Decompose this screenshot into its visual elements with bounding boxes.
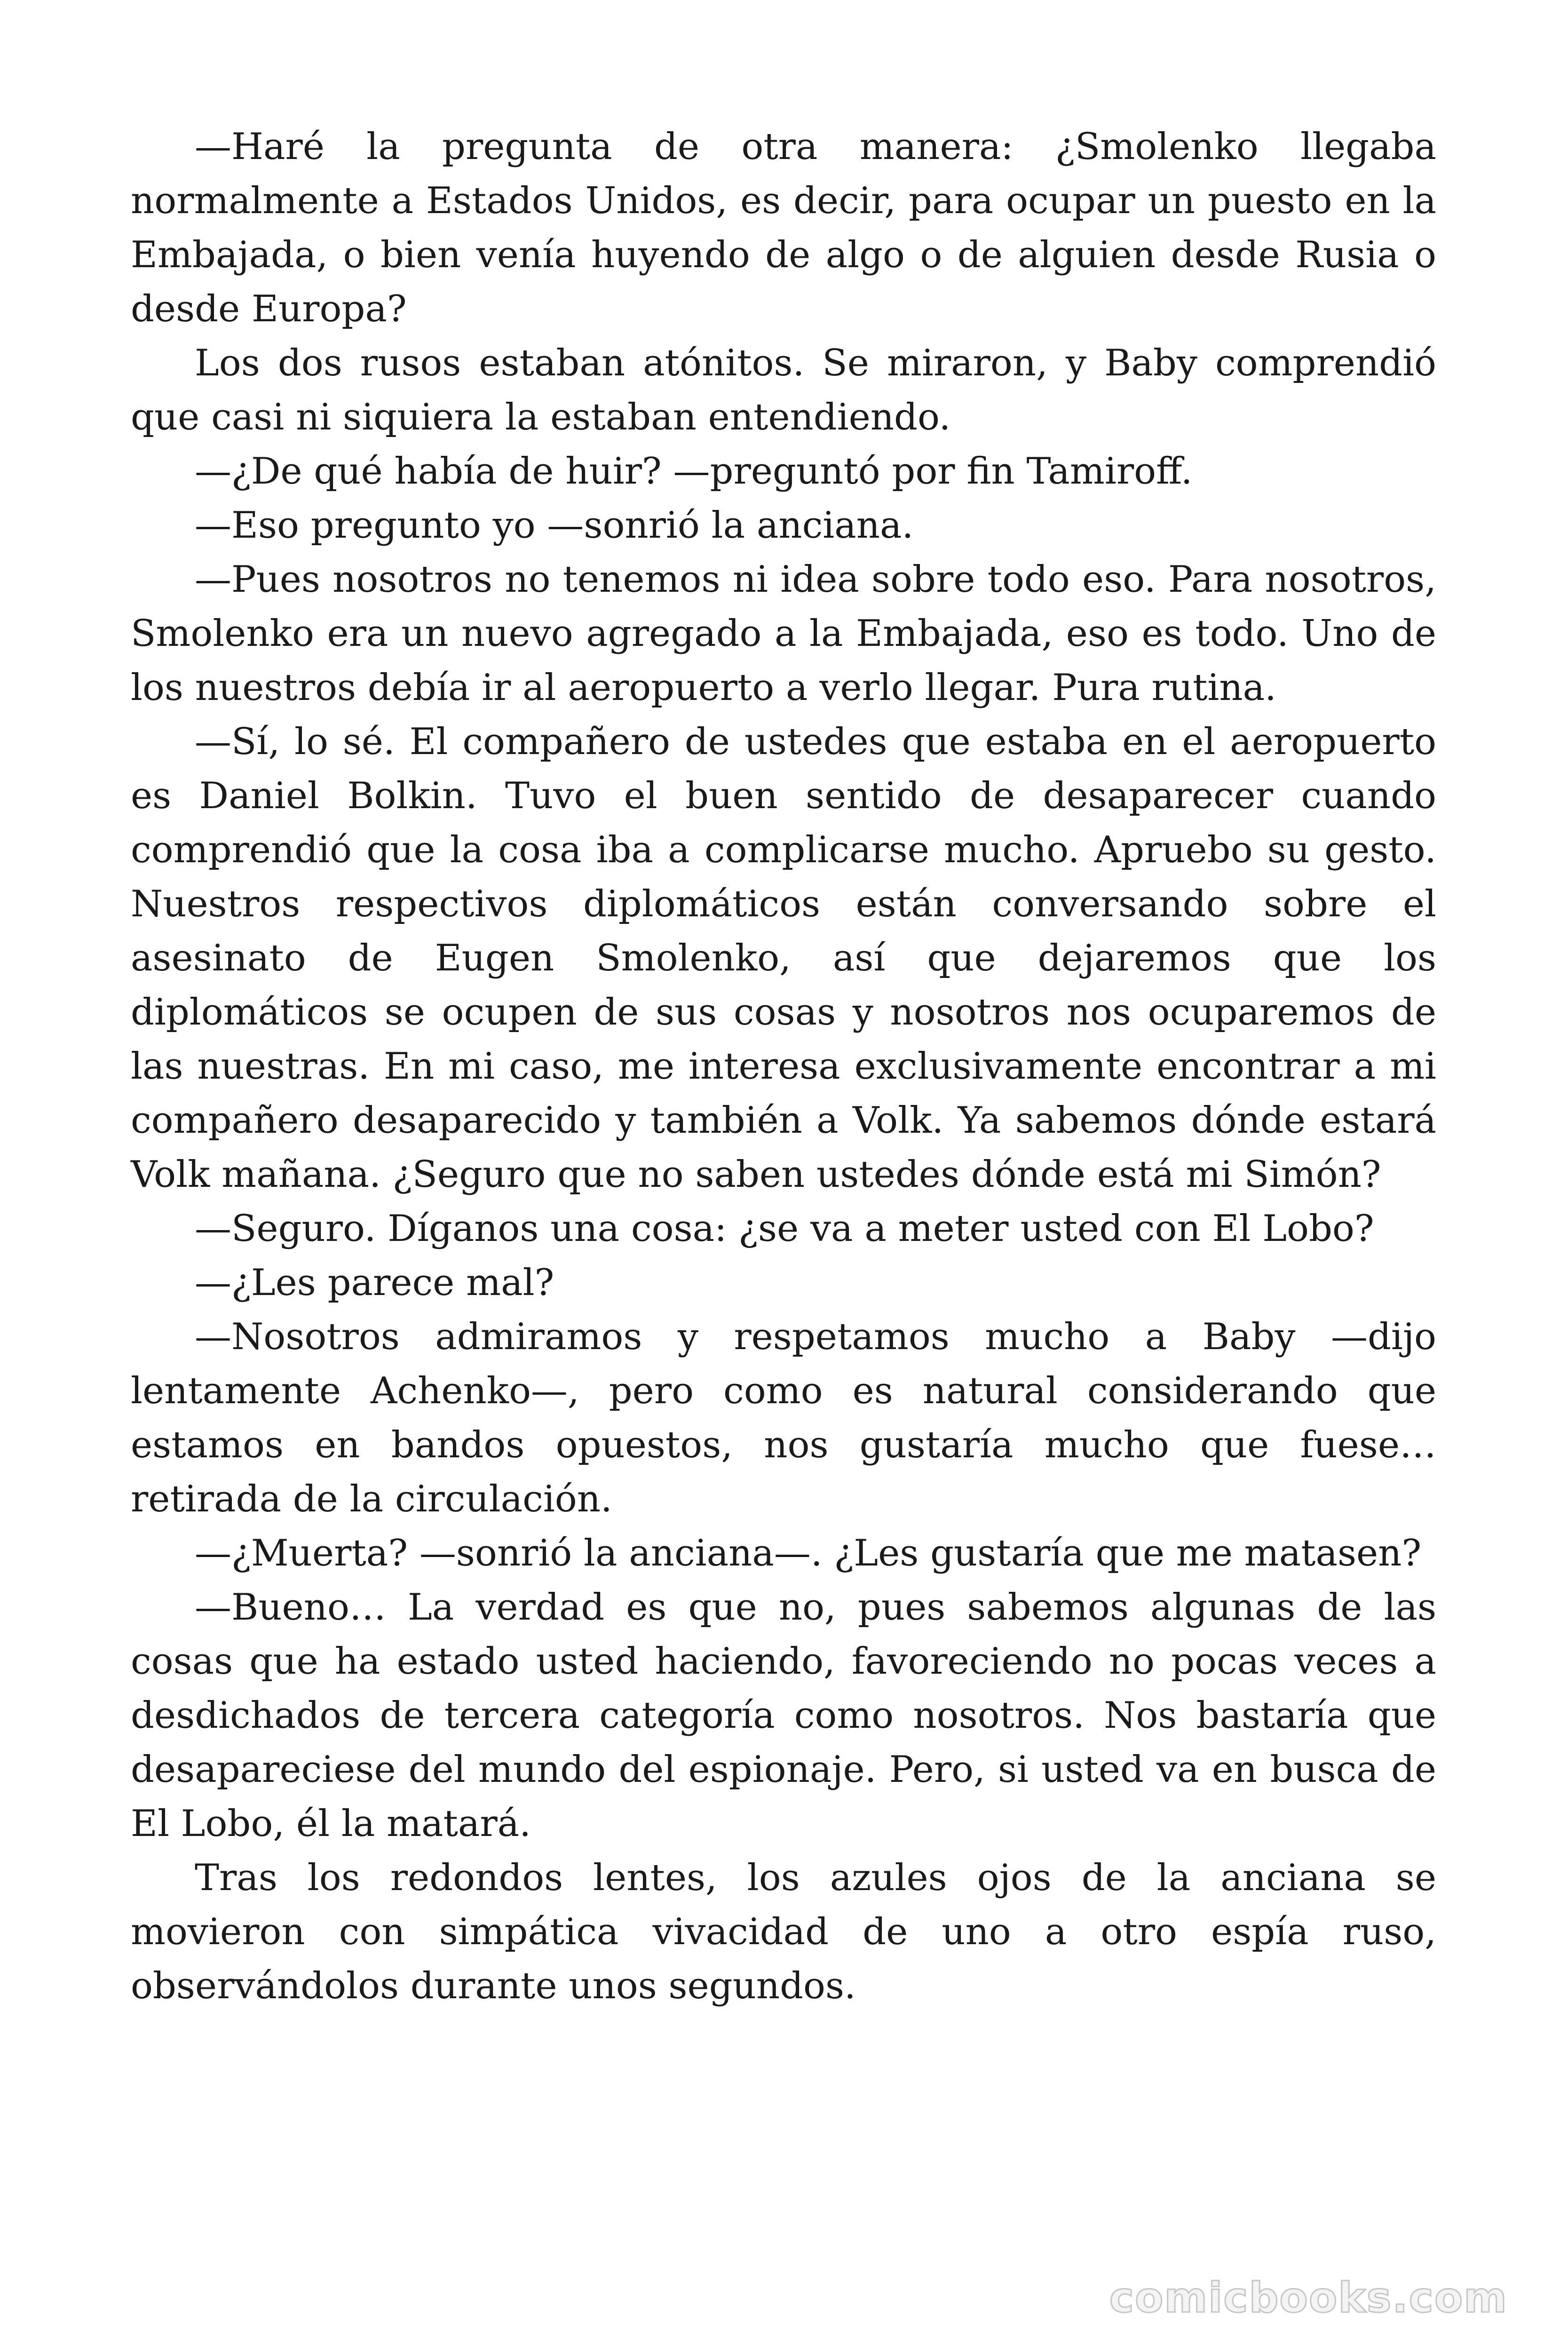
paragraph: —¿De qué había de huir? —preguntó por fin Tamiroff. bbox=[195, 450, 1193, 493]
paragraph: —Sí, lo sé. El compañero de ustedes que estaba en el aeropuerto es Daniel Bolkin. Tuvo el buen sentido de desaparecer cuando comprendió que la cosa iba a complicarse mucho. Apruebo su gesto. Nuestros respectivos diplomáticos están conversando sobre el asesinato de Eugen Smolenko, así que dejaremos que los diplomáticos se ocupen de sus cosas y nosotros nos ocuparemos de las nuestras. En mi caso, me interesa exclusivamente encontrar a mi compañero desaparecido y también a Volk. Ya sabemos dónde estará Volk mañana. ¿Seguro que no saben ustedes dónde está mi Simón? bbox=[131, 721, 1436, 1196]
paragraph: —Bueno… La verdad es que no, pues sabemos algunas de las cosas que ha estado usted haciendo, favoreciendo no pocas veces a desdichados de tercera categoría como nosotros. Nos bastaría que desapareciese del mundo del espionaje. Pero, si usted va en busca de El Lobo, él la matará. bbox=[131, 1586, 1436, 1845]
paragraph: —Seguro. Díganos una cosa: ¿se va a meter usted con El Lobo? bbox=[195, 1208, 1374, 1250]
paragraph: —¿Les parece mal? bbox=[195, 1262, 554, 1304]
paragraph: —Eso pregunto yo —sonrió la anciana. bbox=[195, 504, 914, 547]
book-page-text bbox=[131, 120, 1436, 2013]
paragraph: —Pues nosotros no tenemos ni idea sobre todo eso. Para nosotros, Smolenko era un nuevo agregado a la Embajada, eso es todo. Uno de los nuestros debía ir al aeropuerto a verlo llegar. Pura rutina. bbox=[131, 558, 1436, 709]
watermark: comicbooks.com bbox=[1109, 2273, 1508, 2322]
paragraph: Los dos rusos estaban atónitos. Se miraron, y Baby comprendió que casi ni siquiera la estaban entendiendo. bbox=[131, 342, 1436, 438]
paragraph: —Haré la pregunta de otra manera: ¿Smolenko llegaba normalmente a Estados Unidos, es decir, para ocupar un puesto en la Embajada, o bien venía huyendo de algo o de alguien desde Rusia o desde Europa? bbox=[131, 126, 1436, 330]
paragraph: —Nosotros admiramos y respetamos mucho a Baby —dijo lentamente Achenko—, pero como es natural considerando que estamos en bandos opuestos, nos gustaría mucho que fuese… retirada de la circulación. bbox=[131, 1316, 1436, 1520]
paragraph: Tras los redondos lentes, los azules ojos de la anciana se movieron con simpática vivacidad de uno a otro espía ruso, observándolos durante unos segundos. bbox=[131, 1857, 1436, 2007]
paragraph: —¿Muerta? —sonrió la anciana—. ¿Les gustaría que me matasen? bbox=[195, 1532, 1422, 1574]
